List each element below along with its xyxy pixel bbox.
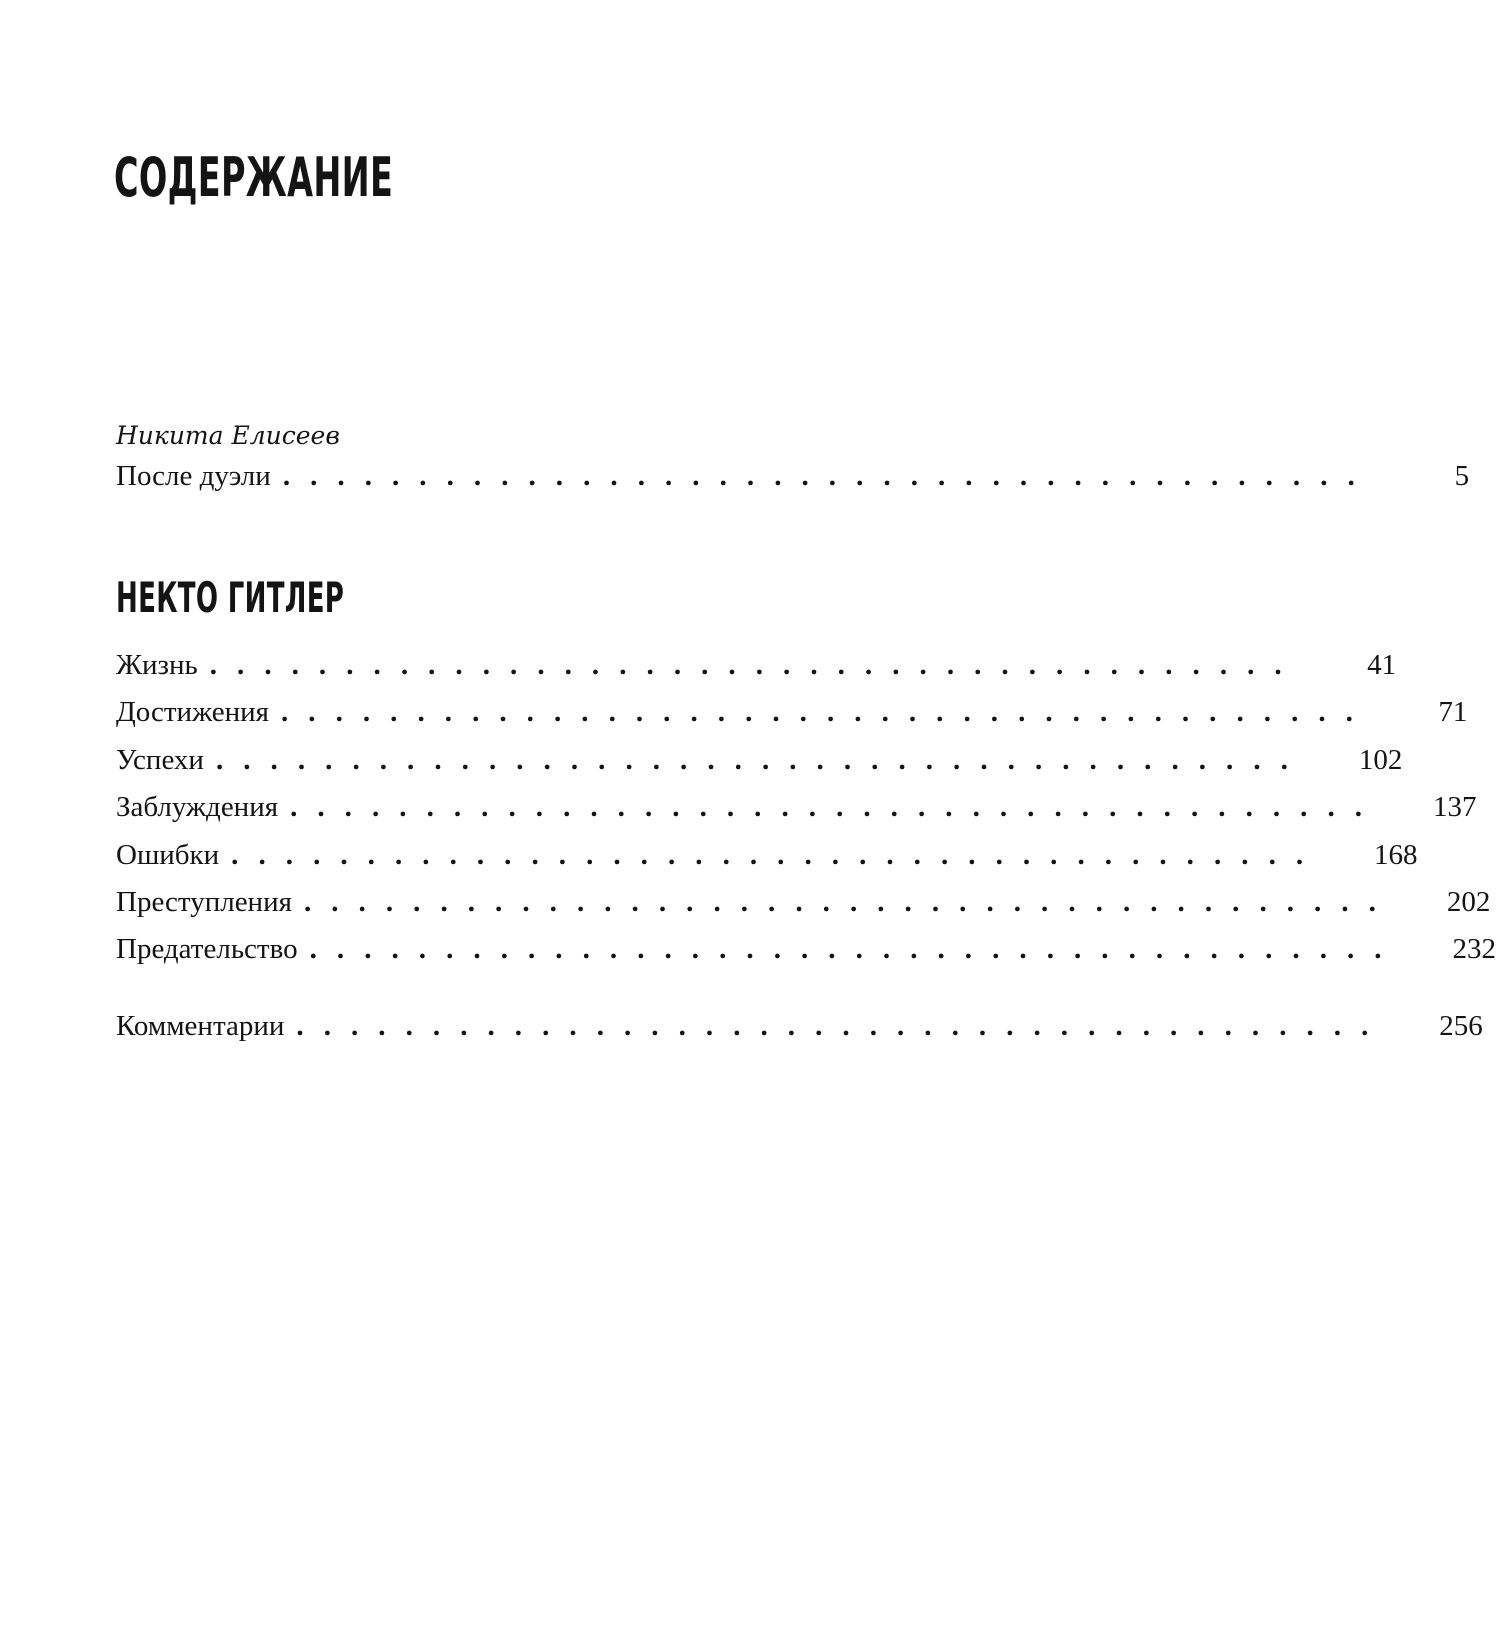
toc-entry-page: 71 xyxy=(1438,696,1468,728)
page-title: СОДЕРЖАНИЕ xyxy=(114,146,394,209)
dot-leader: . . . . . . . . . . . . . . . . . . . . . . . . . . . . . . . . . . . . . . . . xyxy=(280,696,1360,728)
dot-leader: . . . . . . . . . . . . . . . . . . . . . . . . . . . . . . . . . . . . . . . . xyxy=(290,791,1369,823)
toc-entry-chapter[interactable] xyxy=(116,692,1468,732)
toc-entry-page: 232 xyxy=(1452,933,1496,965)
toc-entry-page: 5 xyxy=(1454,460,1470,492)
toc-entry-chapter[interactable] xyxy=(116,882,1491,922)
toc-entry-chapter[interactable] xyxy=(116,645,1397,685)
toc-entry-page: 137 xyxy=(1432,791,1477,823)
toc-entry-title: Достижения xyxy=(116,696,269,728)
dot-leader: . . . . . . . . . . . . . . . . . . . . . . . . . . . . . . . . . . . . . . . . xyxy=(309,933,1388,965)
toc-entry-title: Успехи xyxy=(116,744,204,776)
toc-entry-title: Предательство xyxy=(116,933,298,965)
toc-entry-comments[interactable] xyxy=(116,1006,1483,1046)
dot-leader: . . . . . . . . . . . . . . . . . . . . . . . . . . . . . . . . . . . . . . . . xyxy=(209,649,1289,681)
toc-entry-preface[interactable] xyxy=(116,456,1470,496)
toc-entry-page: 168 xyxy=(1374,839,1418,871)
toc-entry-title: Преступления xyxy=(116,886,292,918)
toc-entry-chapter[interactable] xyxy=(116,787,1477,827)
toc-entry-page: 41 xyxy=(1367,649,1397,681)
dot-leader: . . . . . . . . . . . . . . . . . . . . . . . . . . . . . . . . . . . . . . . . xyxy=(282,460,1362,492)
toc-entry-title: Жизнь xyxy=(116,649,198,681)
toc-entry-title: Заблуждения xyxy=(116,791,279,823)
toc-entry-chapter[interactable] xyxy=(116,835,1418,875)
toc-entry-page: 256 xyxy=(1439,1010,1483,1042)
dot-leader: . . . . . . . . . . . . . . . . . . . . . . . . . . . . . . . . . . . . . . . . xyxy=(303,886,1383,918)
toc-entry-page: 102 xyxy=(1358,744,1403,776)
toc-entry-title: После дуэли xyxy=(116,460,271,492)
dot-leader: . . . . . . . . . . . . . . . . . . . . . . . . . . . . . . . . . . . . . . . . xyxy=(215,744,1295,776)
toc-entry-chapter[interactable] xyxy=(116,929,1496,969)
toc-entry-page: 202 xyxy=(1446,886,1491,918)
dot-leader: . . . . . . . . . . . . . . . . . . . . . . . . . . . . . . . . . . . . . . . . xyxy=(296,1010,1375,1042)
dot-leader: . . . . . . . . . . . . . . . . . . . . . . . . . . . . . . . . . . . . . . . . xyxy=(231,839,1310,871)
toc-entry-chapter[interactable] xyxy=(116,740,1403,780)
section-title: НЕКТО ГИТЛЕР xyxy=(116,573,345,622)
toc-entry-title: Комментарии xyxy=(116,1010,285,1042)
toc-entry-title: Ошибки xyxy=(116,839,220,871)
preface-author: Никита Елисеев xyxy=(116,421,340,450)
